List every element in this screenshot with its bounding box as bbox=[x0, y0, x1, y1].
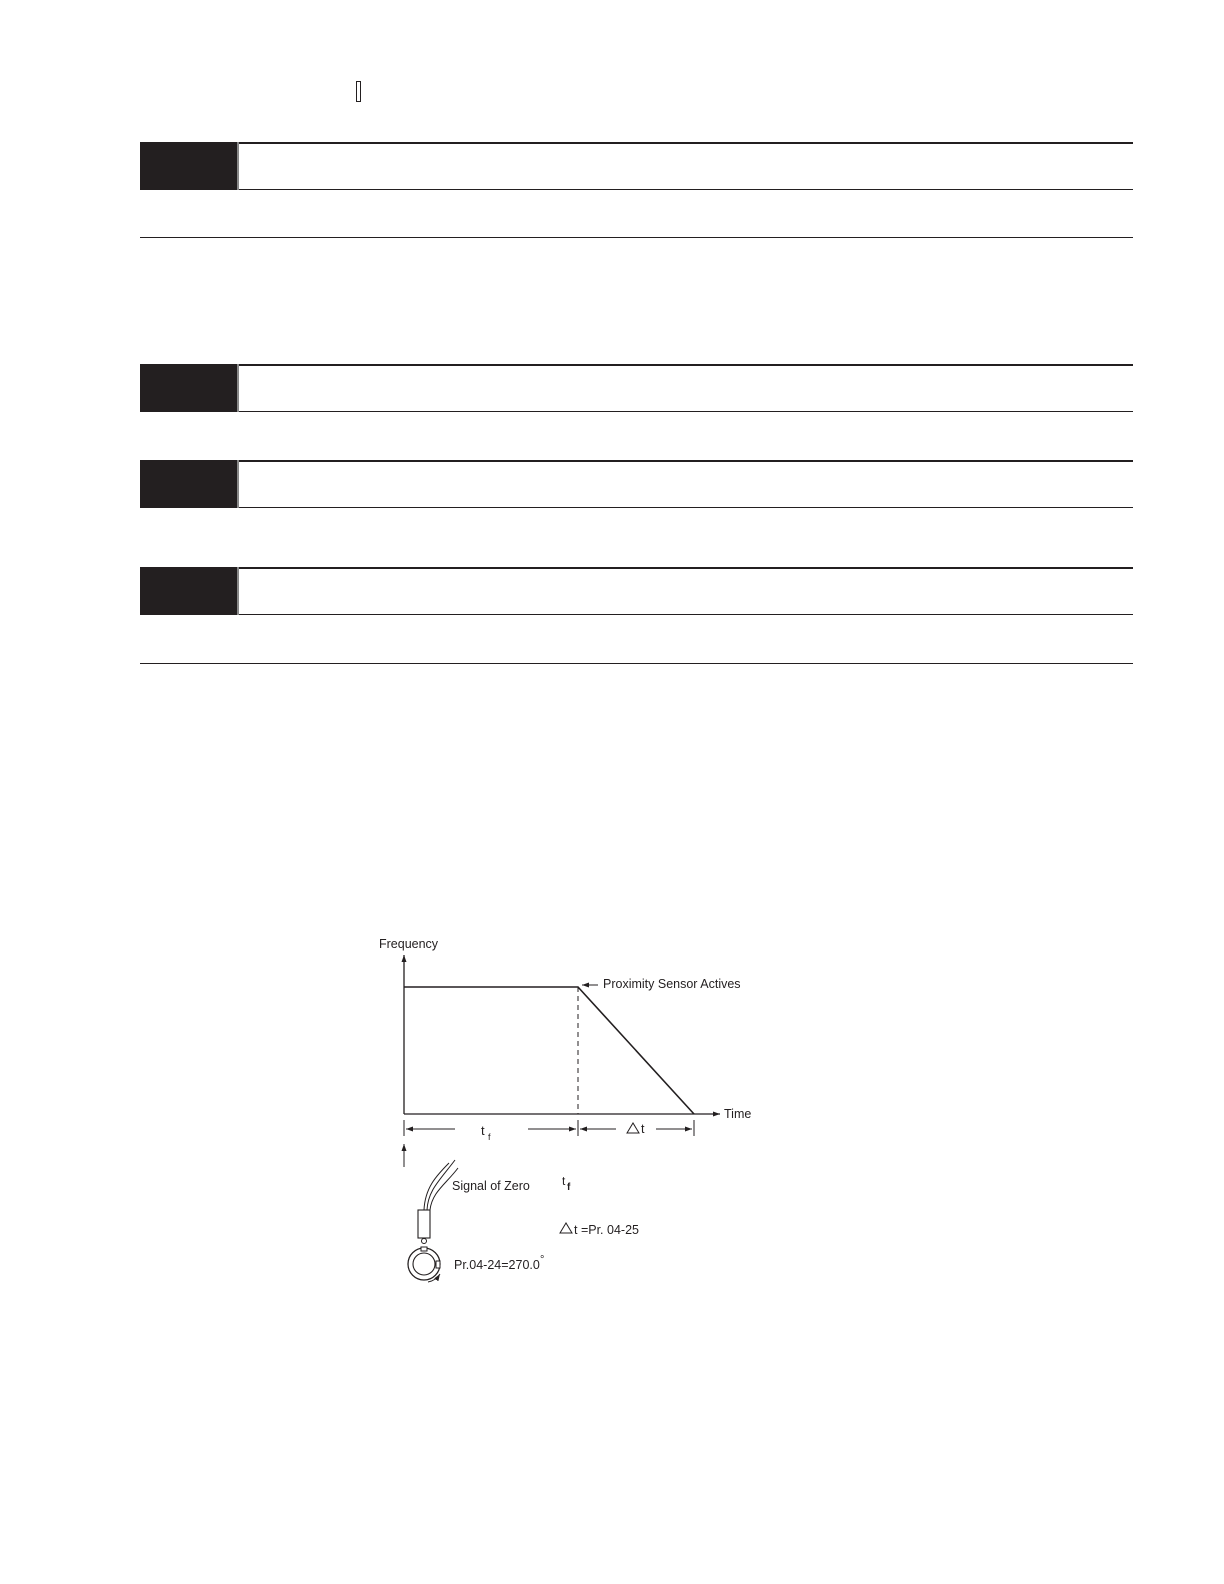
signal-zero-label: Signal of Zero bbox=[452, 1179, 530, 1193]
pr-04-24-label: Pr.04-24=270.0 bbox=[454, 1258, 540, 1272]
rotation-arrow-icon bbox=[428, 1274, 440, 1282]
sensor-tip bbox=[422, 1239, 427, 1244]
tf-label: t bbox=[481, 1123, 485, 1138]
x-axis-label: Time bbox=[724, 1107, 752, 1121]
y-axis-label: Frequency bbox=[379, 937, 439, 951]
legend-tf-label: t bbox=[562, 1174, 566, 1188]
legend-tf-subscript: f bbox=[567, 1182, 571, 1193]
disk-inner bbox=[413, 1253, 435, 1275]
disk-notch bbox=[436, 1261, 440, 1268]
delta-icon bbox=[560, 1223, 572, 1233]
dt-label: t bbox=[641, 1122, 645, 1136]
disk-notch bbox=[421, 1247, 427, 1251]
frequency-curve bbox=[404, 987, 694, 1114]
sensor-body-icon bbox=[418, 1210, 430, 1238]
delta-icon bbox=[627, 1123, 639, 1133]
degree-mark: ° bbox=[540, 1254, 545, 1266]
tf-subscript: f bbox=[488, 1132, 491, 1142]
proximity-label: Proximity Sensor Actives bbox=[603, 977, 741, 991]
legend-dt-label: t =Pr. 04-25 bbox=[574, 1223, 639, 1237]
